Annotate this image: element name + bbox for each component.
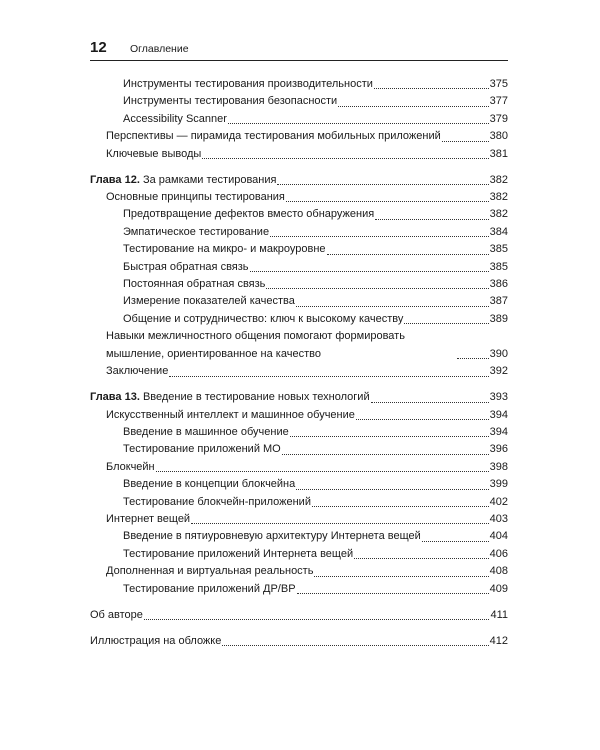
toc-entry-page: 408 <box>489 565 508 578</box>
dot-leader <box>327 254 489 255</box>
toc-entry[interactable] <box>90 441 508 458</box>
toc-entry-page: 409 <box>489 582 508 595</box>
dot-leader <box>266 288 488 289</box>
dot-leader <box>457 358 489 359</box>
toc-entry[interactable] <box>90 511 508 528</box>
toc-chapter-title <box>90 172 276 189</box>
toc-entry[interactable] <box>90 476 508 493</box>
toc-entry[interactable] <box>90 76 508 93</box>
toc-entry[interactable] <box>90 259 508 276</box>
toc-entry[interactable] <box>90 563 508 580</box>
toc-entry[interactable] <box>90 206 508 223</box>
toc-entry-title: Интернет вещей <box>106 512 191 525</box>
toc-entry-title: Навыки межличностного общения помогают формировать мышление, ориентированное на качество <box>106 330 405 360</box>
toc-entry[interactable] <box>90 276 508 293</box>
toc-entry[interactable] <box>90 633 508 650</box>
toc-entry-page: 377 <box>489 95 508 108</box>
toc-entry-title: Тестирование блокчейн-приложений <box>123 495 311 508</box>
toc-entry[interactable] <box>90 328 508 363</box>
dot-leader <box>222 645 488 646</box>
toc-entry-title: Общение и сотрудничество: ключ к высокому качеству <box>123 312 404 325</box>
toc-chapter-entry[interactable] <box>90 389 508 406</box>
toc-entry[interactable] <box>90 528 508 545</box>
dot-leader <box>228 123 489 124</box>
dot-leader <box>296 306 489 307</box>
dot-leader <box>250 271 489 272</box>
toc-entry-page: 393 <box>489 391 508 404</box>
toc-entry-page: 392 <box>489 365 508 378</box>
running-head: Оглавление <box>130 43 189 55</box>
toc-entry[interactable] <box>90 224 508 241</box>
toc-entry[interactable] <box>90 93 508 110</box>
chapter-name: За рамками тестирования <box>142 173 277 186</box>
dot-leader <box>338 106 488 107</box>
dot-leader <box>356 419 489 420</box>
toc-entry-page: 398 <box>489 460 508 473</box>
toc-entry-page: 406 <box>489 547 508 560</box>
chapter-name: Введение в тестирование новых технологий <box>142 391 370 404</box>
toc-entry-page: 402 <box>489 495 508 508</box>
toc-entry[interactable] <box>90 146 508 163</box>
toc-entry-title: Предотвращение дефектов вместо обнаружения <box>123 208 375 221</box>
toc-entry-title: Перспективы — пирамида тестирования мобильных приложений <box>106 130 441 143</box>
dot-leader <box>282 454 489 455</box>
toc-entry-page: 384 <box>489 225 508 238</box>
toc-entry-title: Инструменты тестирования производительности <box>123 78 373 90</box>
toc-entry[interactable] <box>90 546 508 563</box>
toc-entry-title: Ключевые выводы <box>106 147 202 160</box>
toc-entry-title: Введение в машинное обучение <box>123 425 289 438</box>
toc-entry-page: 382 <box>489 173 508 186</box>
toc-entry-title: Постоянная обратная связь <box>123 278 266 291</box>
toc-entry[interactable] <box>90 241 508 258</box>
toc-entry[interactable] <box>90 293 508 310</box>
toc-entry-page: 403 <box>489 512 508 525</box>
toc-entry[interactable] <box>90 607 508 624</box>
toc-entry-title: Заключение <box>106 365 169 378</box>
dot-leader <box>314 576 488 577</box>
toc-entry-page: 394 <box>489 425 508 438</box>
page-number: 12 <box>90 39 107 56</box>
dot-leader <box>270 236 489 237</box>
dot-leader <box>371 402 489 403</box>
toc-entry-title: Введение в концепции блокчейна <box>123 478 296 491</box>
dot-leader <box>374 88 489 89</box>
toc-entry-title: Искусственный интеллект и машинное обучение <box>106 408 355 421</box>
dot-leader <box>169 376 488 377</box>
toc-entry[interactable] <box>90 128 508 145</box>
dot-leader <box>354 558 489 559</box>
toc-entry-title: Об авторе <box>90 608 143 621</box>
toc-entry-page: 382 <box>489 208 508 221</box>
toc-entry[interactable] <box>90 424 508 441</box>
toc-entry-page: 379 <box>489 112 508 125</box>
toc-entry-title: Тестирование приложений Интернета вещей <box>123 547 354 560</box>
toc-entry-title: Тестирование приложений ДР/ВР <box>123 582 296 595</box>
chapter-label: Глава 13. <box>90 391 140 404</box>
toc-entry[interactable] <box>90 311 508 328</box>
toc-entry-page: 404 <box>489 530 508 543</box>
toc-entry-title: Эмпатическое тестирование <box>123 225 270 238</box>
toc-entry[interactable] <box>90 494 508 511</box>
dot-leader <box>404 323 488 324</box>
toc-entry-page: 375 <box>489 78 508 90</box>
toc-entry[interactable] <box>90 363 508 380</box>
toc-entry-title: Тестирование приложений МО <box>123 443 281 456</box>
dot-leader <box>144 619 490 620</box>
dot-leader <box>296 489 488 490</box>
toc-entry-title: Accessibility Scanner <box>123 112 227 125</box>
toc-chapter-title <box>90 389 370 406</box>
dot-leader <box>290 436 489 437</box>
toc-entry-page: 390 <box>489 347 508 360</box>
toc-entry[interactable] <box>90 111 508 128</box>
toc-entry-page: 381 <box>489 147 508 160</box>
dot-leader <box>297 593 489 594</box>
toc-entry-page: 399 <box>489 478 508 491</box>
toc-entry-page: 386 <box>489 278 508 291</box>
dot-leader <box>191 523 489 524</box>
toc-entry-page: 385 <box>489 260 508 273</box>
table-of-contents <box>90 76 508 650</box>
toc-entry-page: 396 <box>489 443 508 456</box>
toc-entry-title: Блокчейн <box>106 460 155 473</box>
dot-leader <box>277 184 488 185</box>
toc-entry-title: Введение в пятиуровневую архитектуру Интернета вещей <box>123 530 421 543</box>
chapter-label: Глава 12. <box>90 173 140 186</box>
dot-leader <box>286 201 489 202</box>
toc-chapter-entry[interactable] <box>90 172 508 189</box>
page-header <box>90 38 508 61</box>
toc-entry-title: Основные принципы тестирования <box>106 191 285 204</box>
toc-entry-page: 380 <box>489 130 508 143</box>
dot-leader <box>422 541 489 542</box>
dot-leader <box>202 158 488 159</box>
toc-entry[interactable] <box>90 189 508 206</box>
toc-entry-page: 411 <box>490 608 508 621</box>
toc-entry[interactable] <box>90 459 508 476</box>
toc-entry-title: Тестирование на микро- и макроуровне <box>123 243 326 256</box>
toc-entry-title: Иллюстрация на обложке <box>90 634 222 647</box>
toc-entry-page: 387 <box>489 295 508 308</box>
dot-leader <box>375 219 488 220</box>
toc-entry-page: 394 <box>489 408 508 421</box>
toc-entry-title: Быстрая обратная связь <box>123 260 249 273</box>
toc-entry-title: Дополненная и виртуальная реальность <box>106 565 314 578</box>
toc-entry[interactable] <box>90 407 508 424</box>
toc-entry-page: 389 <box>489 312 508 325</box>
toc-entry-title: Инструменты тестирования безопасности <box>123 95 338 108</box>
toc-entry[interactable] <box>90 581 508 598</box>
dot-leader <box>156 471 489 472</box>
toc-entry-page: 385 <box>489 243 508 256</box>
toc-entry-page: 412 <box>489 634 508 647</box>
toc-entry-page: 382 <box>489 191 508 204</box>
toc-entry-title: Измерение показателей качества <box>123 295 295 308</box>
dot-leader <box>312 506 489 507</box>
dot-leader <box>442 141 489 142</box>
